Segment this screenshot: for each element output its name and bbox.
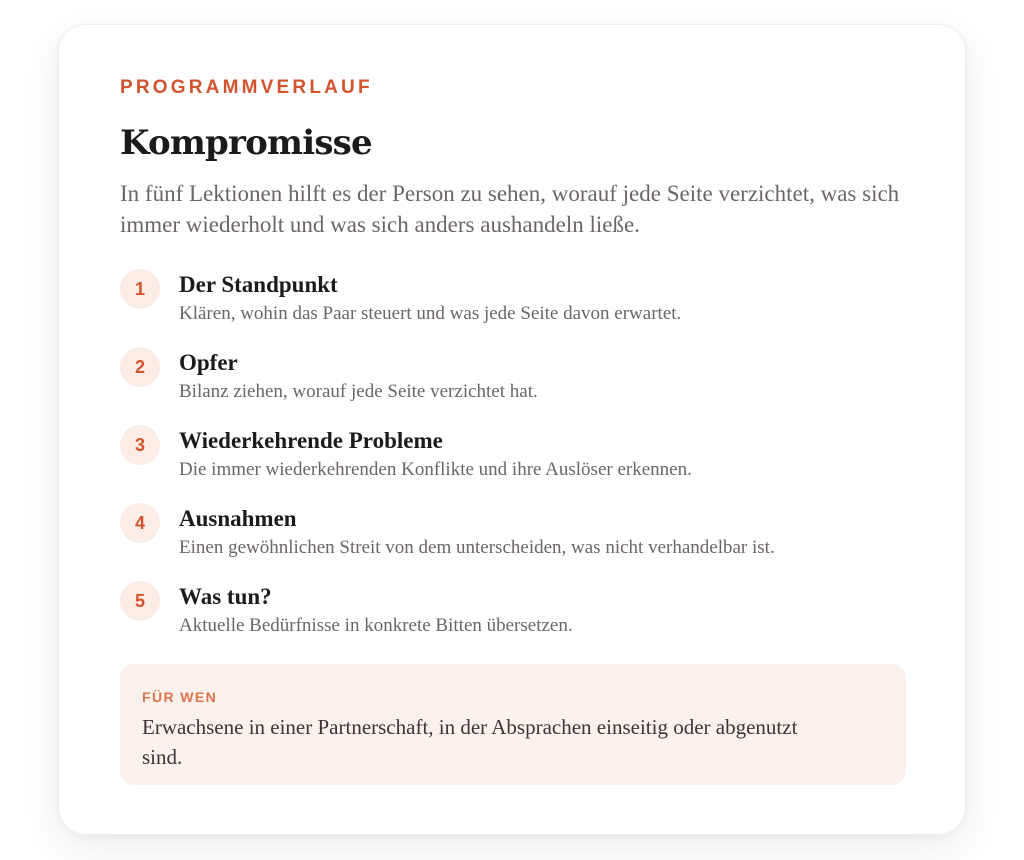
lesson-item	[120, 425, 910, 503]
step-number-badge: 2	[120, 347, 160, 387]
lesson-list	[120, 269, 910, 659]
lesson-item	[120, 347, 910, 425]
step-description: Einen gewöhnlichen Streit von dem unterscheiden, was nicht verhandelbar ist.	[179, 537, 775, 558]
step-description: Bilanz ziehen, worauf jede Seite verzichtet hat.	[179, 381, 538, 402]
step-title: Wiederkehrende Probleme	[179, 428, 443, 453]
step-number-badge: 1	[120, 269, 160, 309]
step-title: Was tun?	[179, 584, 272, 609]
step-title: Der Standpunkt	[179, 272, 338, 297]
step-number-badge: 5	[120, 581, 160, 621]
lesson-item	[120, 581, 910, 659]
step-description: Die immer wiederkehrenden Konflikte und ihre Auslöser erkennen.	[179, 459, 692, 480]
lesson-item	[120, 269, 910, 347]
audience-text: Erwachsene in einer Partnerschaft, in der Absprachen einseitig oder abgenutzt sind.	[142, 715, 798, 769]
step-number-badge: 3	[120, 425, 160, 465]
page-title: Kompromisse	[120, 123, 372, 163]
step-title: Opfer	[179, 350, 238, 375]
audience-label: FÜR WEN	[142, 689, 218, 705]
program-card	[58, 24, 966, 835]
step-description: Klären, wohin das Paar steuert und was jede Seite davon erwartet.	[179, 303, 682, 324]
step-description: Aktuelle Bedürfnisse in konkrete Bitten übersetzen.	[179, 615, 573, 636]
audience-panel	[120, 664, 906, 785]
step-number-badge: 4	[120, 503, 160, 543]
step-title: Ausnahmen	[179, 506, 297, 531]
lesson-item	[120, 503, 910, 581]
intro-text: In fünf Lektionen hilft es der Person zu sehen, worauf jede Seite verzichtet, was sich immer wiederholt und was sich anders aushandeln ließe.	[120, 181, 900, 237]
eyebrow-label: PROGRAMMVERLAUF	[120, 77, 373, 98]
